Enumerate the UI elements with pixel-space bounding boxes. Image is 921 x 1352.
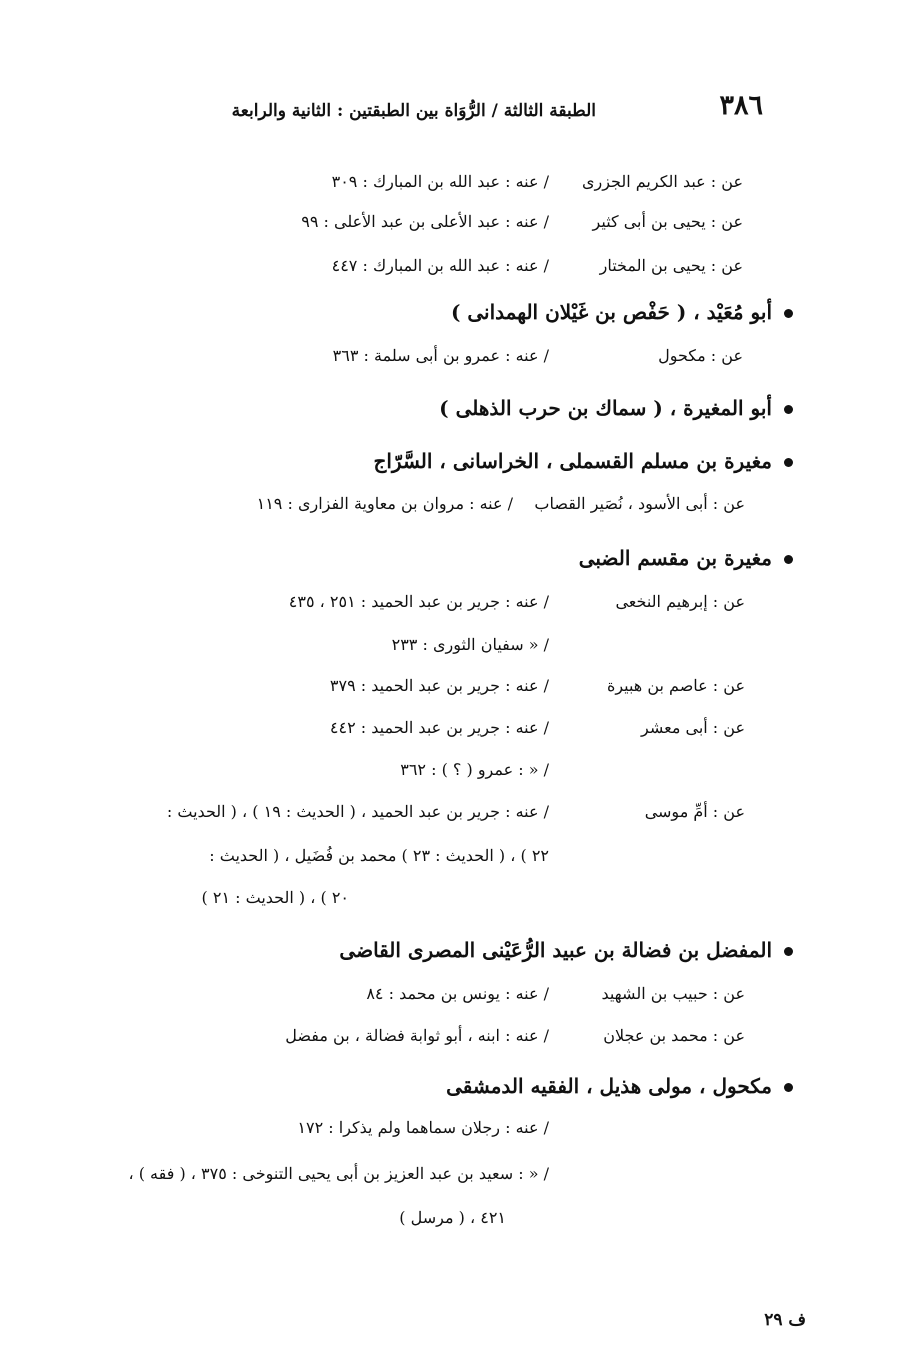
entry-heading: مغيرة بن مسلم القسملى ، الخراسانى ، السَّرّاج	[373, 449, 793, 473]
narrator-to: / عنه : عبد الأعلى بن عبد الأعلى : ٩٩	[301, 212, 549, 231]
narrator-to: / عنه : عبد الله بن المبارك : ٣٠٩	[331, 172, 549, 191]
entry-heading: مكحول ، مولى هذيل ، الفقيه الدمشقى	[446, 1074, 793, 1098]
narrator-from: عن : مكحول	[658, 346, 743, 365]
narrator-from: عن : عبد الكريم الجزرى	[581, 172, 743, 191]
narrator-to: / عنه : جرير بن عبد الحميد : ٤٤٢	[329, 718, 549, 737]
narrator-to: / « : سعيد بن عبد العزيز بن أبى يحيى التنوخى : ٣٧٥ ، ( فقه ) ،	[128, 1164, 549, 1183]
continuation-line: ٢٠ ) ، ( الحديث : ٢١ )	[201, 888, 349, 907]
running-title: الطبقة الثالثة / الرُّوَاة بين الطبقتين : الثانية والرابعة	[231, 101, 596, 121]
narrator-from: عن : عاصم بن هبيرة	[606, 676, 745, 695]
entry-heading: أبو مُعَيْد ، ( حَفْص بن غَيْلان الهمدانى )	[451, 300, 793, 324]
page-number: ٣٨٦	[719, 90, 763, 121]
narrator-from: عن : أمِّ موسى	[644, 802, 745, 821]
narrator-to: / عنه : ابنه ، أبو ثوابة فضالة ، بن مفضل	[285, 1026, 549, 1045]
narrator-from: عن : إبرهيم النخعى	[615, 592, 745, 611]
bullet-icon	[784, 405, 793, 414]
narrator-to: / « : عمرو ( ؟ ) : ٣٦٢	[400, 760, 549, 779]
narrator-to: / عنه : جرير بن عبد الحميد : ٣٧٩	[329, 676, 549, 695]
narrator-to: / عنه : عمرو بن أبى سلمة : ٣٦٣	[332, 346, 549, 365]
bullet-icon	[784, 458, 793, 467]
narrator-from: عن : حبيب بن الشهيد	[601, 984, 745, 1003]
continuation-line: ٢٢ ) ، ( الحديث : ٢٣ ) محمد بن فُضَيل ، ( الحديث :	[209, 846, 549, 865]
narrator-from: عن : يحيى بن أبى كثير	[592, 212, 743, 231]
narrator-from: عن : يحيى بن المختار	[599, 256, 743, 275]
narrator-from: عن : أبى معشر	[641, 718, 745, 737]
narrator-to: / عنه : جرير بن عبد الحميد ، ( الحديث : ١٩ ) ، ( الحديث :	[166, 802, 549, 821]
bullet-icon	[784, 309, 793, 318]
narrator-to: / « سفيان الثورى : ٢٣٣	[391, 635, 549, 654]
narrator-to: / عنه : جرير بن عبد الحميد : ٢٥١ ، ٤٣٥	[288, 592, 549, 611]
entry-heading: أبو المغيرة ، ( سماك بن حرب الذهلى )	[439, 396, 793, 420]
narrator-to: / عنه : مروان بن معاوية الفزارى : ١١٩	[256, 494, 513, 513]
continuation-line: ٤٢١ ، ( مرسل )	[399, 1208, 506, 1227]
entry-heading: المفضل بن فضالة بن عبيد الرُّعَيْنى المصرى القاضى	[339, 938, 793, 962]
narrator-to: / عنه : عبد الله بن المبارك : ٤٤٧	[331, 256, 549, 275]
narrator-from: عن : محمد بن عجلان	[603, 1026, 745, 1045]
narrator-from: عن : أبى الأسود ، نُصَير القصاب	[534, 494, 745, 513]
bullet-icon	[784, 555, 793, 564]
signature-mark: ف ٢٩	[764, 1310, 806, 1330]
narrator-to: / عنه : رجلان سماهما ولم يذكرا : ١٧٢	[297, 1118, 549, 1137]
narrator-to: / عنه : يونس بن محمد : ٨٤	[366, 984, 549, 1003]
entry-heading: مغيرة بن مقسم الضبى	[579, 546, 793, 570]
bullet-icon	[784, 1083, 793, 1092]
bullet-icon	[784, 947, 793, 956]
